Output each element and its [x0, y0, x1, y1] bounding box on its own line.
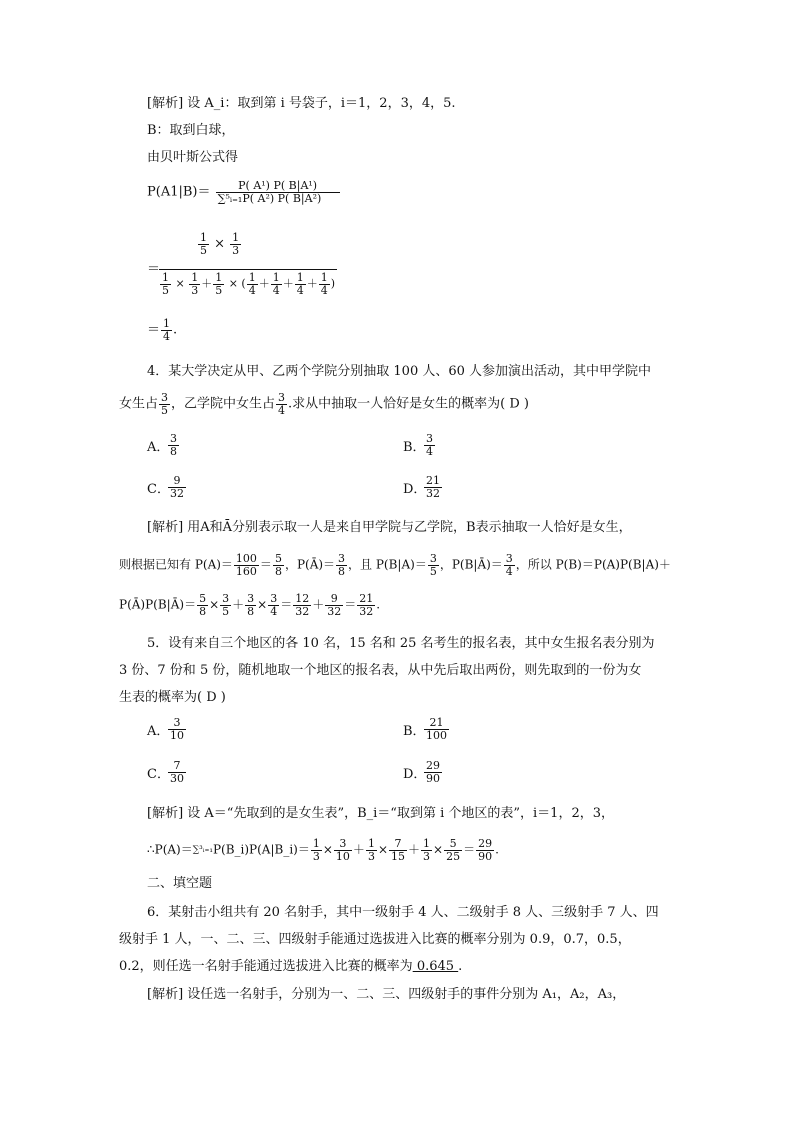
bayes-numerator: P( A¹) P( B|A¹) — [238, 179, 318, 192]
q4-solution-line1: [解析] 用A和Ā分别表示取一人是来自甲学院与乙学院，B表示抽取一人恰好是女生， — [147, 520, 632, 535]
q6-solution-line1: [解析] 设任选一名射手，分别为一、二、三、四级射手的事件分别为 A₁，A₂，A₃， — [147, 987, 626, 1002]
q6-text-line2: 级射手 1 人，一、二、三、四级射手能通过选拔进入比赛的概率分别为 0.9，0.7，0.5， — [119, 932, 631, 947]
step-numerator: $\frac{1}{5}$ × $\frac{1}{3}$ — [200, 231, 240, 257]
q6-text-line3: 0.2，则任选一名射手能通过选拔进入比赛的概率为 0.645 . — [119, 959, 463, 974]
bayes-formula — [147, 180, 341, 204]
step-fraction-bar — [159, 269, 337, 270]
q5-text-line1: 5．设有来自三个地区的各 10 名，15 名和 25 名考生的报名表，其中女生报名表分别为 — [147, 636, 655, 651]
q5-solution-line1: [解析] 设 A＝“先取到的是女生表”，B_i＝“取到第 i 个地区的表”，i＝1，2，3， — [147, 806, 614, 821]
q5-text-line3: 生表的概率为( D ) — [119, 690, 226, 705]
bayes-denominator: ∑⁵ᵢ₌₁P( A²) P( B|A²) — [216, 192, 340, 205]
q3-solution-line2: B：取到白球， — [147, 123, 235, 138]
q3-solution-line3: 由贝叶斯公式得 — [147, 150, 239, 165]
q6-text-line1: 6．某射击小组共有 20 名射手，其中一级射手 4 人、二级射手 8 人、三级射手 7 人、四 — [147, 905, 659, 920]
q5-option-d: D． $\frac{29}{90}$ — [403, 759, 440, 785]
q4-option-c: C． $\frac{9}{32}$ — [147, 474, 184, 500]
q5-option-b: B． $\frac{21}{100}$ — [403, 716, 447, 742]
q5-option-c: C． $\frac{7}{30}$ — [147, 759, 184, 785]
section-heading: 二、填空题 — [147, 876, 213, 891]
q3-result: ＝ $\frac{1}{4}$ . — [147, 317, 178, 343]
q6-answer: 0.645 — [412, 959, 459, 974]
q5-option-a: A． $\frac{3}{10}$ — [147, 716, 184, 742]
q5-solution-line2: ∴P(A)＝∑³ᵢ₌₁P(B_i)P(A|B_i)＝ $\frac{1}{3}$ × $\frac{3}{10}$ ＋ $\frac{1}{3}$ × $\frac{7}{15}$ ＋ $\frac{1}{3}$ × $\frac{5}{25}$ ＝ $\frac{29}{90}$ . — [147, 837, 499, 863]
bayes-fraction — [216, 180, 340, 204]
q4-solution-line3: P(Ā)P(B|Ā)＝ $\frac{5}{8}$ × $\frac{3}{5}$ ＋ $\frac{3}{8}$ × $\frac{3}{4}$ ＝ $\frac{12}{32}$ ＋ $\frac{9}{32}$ ＝ $\frac{21}{32}$ . — [119, 592, 381, 618]
q4-option-b: B． $\frac{3}{4}$ — [403, 432, 433, 458]
q4-text-line1: 4．某大学决定从甲、乙两个学院分别抽取 100 人、60 人参加演出活动，其中甲学院中 — [147, 364, 652, 379]
q4-option-d: D． $\frac{21}{32}$ — [403, 474, 440, 500]
q4-text-line2: 女生占 $\frac{3}{5}$ ，乙学院中女生占 $\frac{3}{4}$ .求从中抽取一人恰好是女生的概率为( D ) — [119, 391, 529, 417]
q4-option-a: A． $\frac{3}{8}$ — [147, 432, 177, 458]
q3-solution-line1: [解析] 设 A_i：取到第 i 号袋子，i＝1，2，3，4，5. — [147, 96, 456, 111]
q5-text-line2: 3 份、7 份和 5 份，随机地取一个地区的报名表，从中先后取出两份，则先取到的一份为女 — [119, 663, 642, 678]
bayes-lhs: P(A1|B)＝ — [147, 184, 211, 200]
step-denominator: $\frac{1}{5}$ × $\frac{1}{3}$ ＋ $\frac{1}{5}$ × ( $\frac{1}{4}$ ＋ $\frac{1}{4}$ ＋ $\frac{1}{4}$ ＋ $\frac{1}{4}$ ) — [162, 271, 336, 297]
q4-solution-line2: 则根据已知有 P(A)＝ $\frac{100}{160}$ ＝ $\frac{5}{8}$ ，P(Ā)＝ $\frac{3}{8}$ ，且 P(B|A)＝ $\frac{3}{5}$ ，P(B|Ā)＝ $\frac{3}{4}$ ，所以 P(B)＝P(A)P(B|A)＋ — [119, 552, 671, 578]
